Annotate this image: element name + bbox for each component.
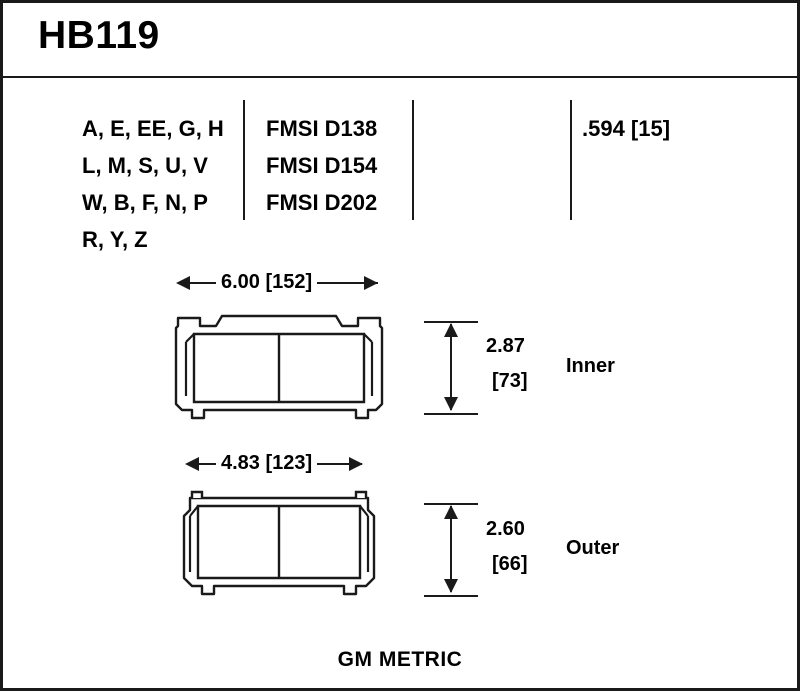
table-column-divider-3	[570, 100, 572, 220]
outer-width-arrow-right-icon	[349, 457, 363, 471]
compound-code-row: A, E, EE, G, H	[82, 116, 224, 141]
fmsi-number-row: FMSI D202	[266, 190, 378, 215]
outer-height-arrow-up-icon	[444, 505, 458, 519]
table-column-divider-2	[412, 100, 414, 220]
table-column-divider-1	[243, 100, 245, 220]
inner-position-label: Inner	[566, 355, 615, 377]
inner-brake-pad-shape	[170, 312, 388, 424]
sheet-border-top	[0, 0, 800, 3]
inner-width-arrow-left-icon	[176, 276, 190, 290]
fmsi-number-column	[266, 110, 377, 221]
sheet-border-left	[0, 0, 3, 691]
inner-height-arrow-down-icon	[444, 397, 458, 411]
compound-code-row: R, Y, Z	[82, 227, 148, 252]
outer-height-extension-bottom	[424, 595, 478, 597]
outer-height-label-mm: [66]	[492, 553, 528, 575]
outer-height-arrow-down-icon	[444, 579, 458, 593]
outer-width-label: 4.83 [123]	[216, 452, 317, 475]
fmsi-number-row: FMSI D154	[266, 153, 378, 178]
title-divider	[3, 76, 797, 78]
inner-height-arrow-up-icon	[444, 323, 458, 337]
inner-height-extension-bottom	[424, 413, 478, 415]
compound-code-row: L, M, S, U, V	[82, 153, 208, 178]
compound-code-row: W, B, F, N, P	[82, 190, 208, 215]
page-title: HB119	[38, 14, 160, 57]
inner-height-label-inches: 2.87	[486, 335, 525, 357]
thickness-column	[582, 110, 670, 147]
compound-code-column	[82, 110, 224, 258]
application-label: GM METRIC	[337, 648, 463, 671]
outer-height-label-inches: 2.60	[486, 518, 525, 540]
fmsi-number-row: FMSI D138	[266, 116, 378, 141]
inner-width-label: 6.00 [152]	[216, 271, 317, 294]
outer-brake-pad-shape	[170, 490, 388, 602]
thickness-value: .594 [15]	[582, 116, 671, 141]
outer-width-arrow-left-icon	[185, 457, 199, 471]
outer-position-label: Outer	[566, 537, 620, 559]
inner-width-arrow-right-icon	[364, 276, 378, 290]
inner-height-label-mm: [73]	[492, 370, 528, 392]
